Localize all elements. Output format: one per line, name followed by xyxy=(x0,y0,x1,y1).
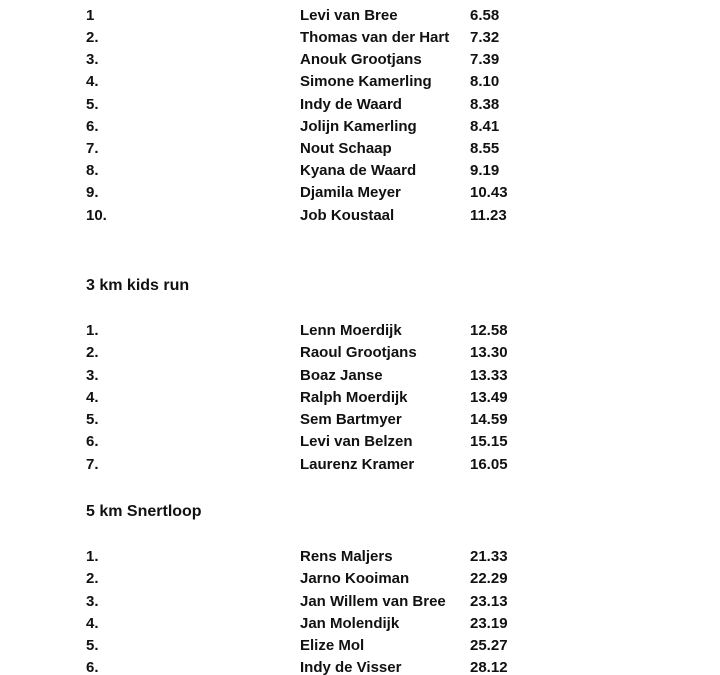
result-rank: 7. xyxy=(86,456,99,473)
result-rank: 1. xyxy=(86,322,99,339)
result-name: Rens Maljers xyxy=(300,548,393,565)
result-rank: 2. xyxy=(86,29,99,46)
result-rank: 10. xyxy=(86,207,107,224)
result-row xyxy=(0,71,720,93)
result-rank: 4. xyxy=(86,73,99,90)
result-time: 13.49 xyxy=(470,389,508,406)
result-row xyxy=(0,94,720,116)
result-time: 8.55 xyxy=(470,140,500,157)
result-name: Anouk Grootjans xyxy=(300,51,422,68)
result-name: Levi van Bree xyxy=(300,7,398,24)
result-time: 7.39 xyxy=(470,51,500,68)
result-row xyxy=(0,160,720,182)
result-time: 8.38 xyxy=(470,96,500,113)
result-rank: 4. xyxy=(86,615,99,632)
result-row xyxy=(0,431,720,453)
result-rank: 3. xyxy=(86,51,99,68)
result-row xyxy=(0,182,720,204)
result-name: Jan Willem van Bree xyxy=(300,593,446,610)
result-time: 14.59 xyxy=(470,411,508,428)
result-rank: 4. xyxy=(86,389,99,406)
result-rank: 2. xyxy=(86,570,99,587)
result-name: Kyana de Waard xyxy=(300,162,417,179)
result-time: 6.58 xyxy=(470,7,500,24)
result-rank: 5. xyxy=(86,96,99,113)
result-row xyxy=(0,27,720,49)
result-name: Elize Mol xyxy=(300,637,365,654)
result-row xyxy=(0,568,720,590)
result-row xyxy=(0,657,720,675)
result-name: Djamila Meyer xyxy=(300,184,401,201)
result-rank: 1. xyxy=(86,548,99,565)
result-row xyxy=(0,320,720,342)
result-name: Indy de Waard xyxy=(300,96,402,113)
result-row xyxy=(0,5,720,27)
result-time: 13.30 xyxy=(470,344,508,361)
result-rank: 6. xyxy=(86,659,99,675)
result-name: Laurenz Kramer xyxy=(300,456,415,473)
result-name: Jolijn Kamerling xyxy=(300,118,417,135)
result-row xyxy=(0,49,720,71)
result-rank: 9. xyxy=(86,184,99,201)
result-rank: 1 xyxy=(86,7,95,24)
result-time: 11.23 xyxy=(470,207,507,224)
result-name: Lenn Moerdijk xyxy=(300,322,402,339)
result-name: Raoul Grootjans xyxy=(300,344,417,361)
result-time: 16.05 xyxy=(470,456,508,473)
result-name: Nout Schaap xyxy=(300,140,392,157)
result-name: Boaz Janse xyxy=(300,367,383,384)
result-time: 28.12 xyxy=(470,659,508,675)
result-time: 12.58 xyxy=(470,322,508,339)
result-name: Ralph Moerdijk xyxy=(300,389,408,406)
result-row xyxy=(0,116,720,138)
result-rank: 2. xyxy=(86,344,99,361)
result-rank: 3. xyxy=(86,593,99,610)
result-row xyxy=(0,635,720,657)
result-row xyxy=(0,546,720,568)
result-name: Levi van Belzen xyxy=(300,433,413,450)
result-row xyxy=(0,454,720,476)
result-rank: 3. xyxy=(86,367,99,384)
result-name: Job Koustaal xyxy=(300,207,395,224)
result-time: 8.41 xyxy=(470,118,500,135)
result-name: Simone Kamerling xyxy=(300,73,432,90)
section-heading: 5 km Snertloop xyxy=(86,503,202,520)
section-heading: 3 km kids run xyxy=(86,277,190,294)
result-row xyxy=(0,409,720,431)
result-row xyxy=(0,342,720,364)
result-row xyxy=(0,205,720,227)
result-time: 8.10 xyxy=(470,73,500,90)
result-rank: 5. xyxy=(86,411,99,428)
result-time: 21.33 xyxy=(470,548,508,565)
result-row xyxy=(0,613,720,635)
result-rank: 7. xyxy=(86,140,99,157)
result-time: 9.19 xyxy=(470,162,500,179)
result-time: 25.27 xyxy=(470,637,508,654)
result-row xyxy=(0,591,720,613)
result-row xyxy=(0,365,720,387)
result-name: Jarno Kooiman xyxy=(300,570,410,587)
result-name: Thomas van der Hart xyxy=(300,29,450,46)
result-name: Jan Molendijk xyxy=(300,615,400,632)
result-time: 7.32 xyxy=(470,29,500,46)
result-row xyxy=(0,387,720,409)
result-time: 15.15 xyxy=(470,433,508,450)
result-time: 22.29 xyxy=(470,570,508,587)
result-rank: 6. xyxy=(86,433,99,450)
result-row xyxy=(0,138,720,160)
result-time: 13.33 xyxy=(470,367,508,384)
result-rank: 5. xyxy=(86,637,99,654)
result-time: 10.43 xyxy=(470,184,508,201)
result-rank: 8. xyxy=(86,162,99,179)
result-name: Indy de Visser xyxy=(300,659,402,675)
result-rank: 6. xyxy=(86,118,99,135)
result-name: Sem Bartmyer xyxy=(300,411,402,428)
result-time: 23.19 xyxy=(470,615,508,632)
result-time: 23.13 xyxy=(470,593,508,610)
